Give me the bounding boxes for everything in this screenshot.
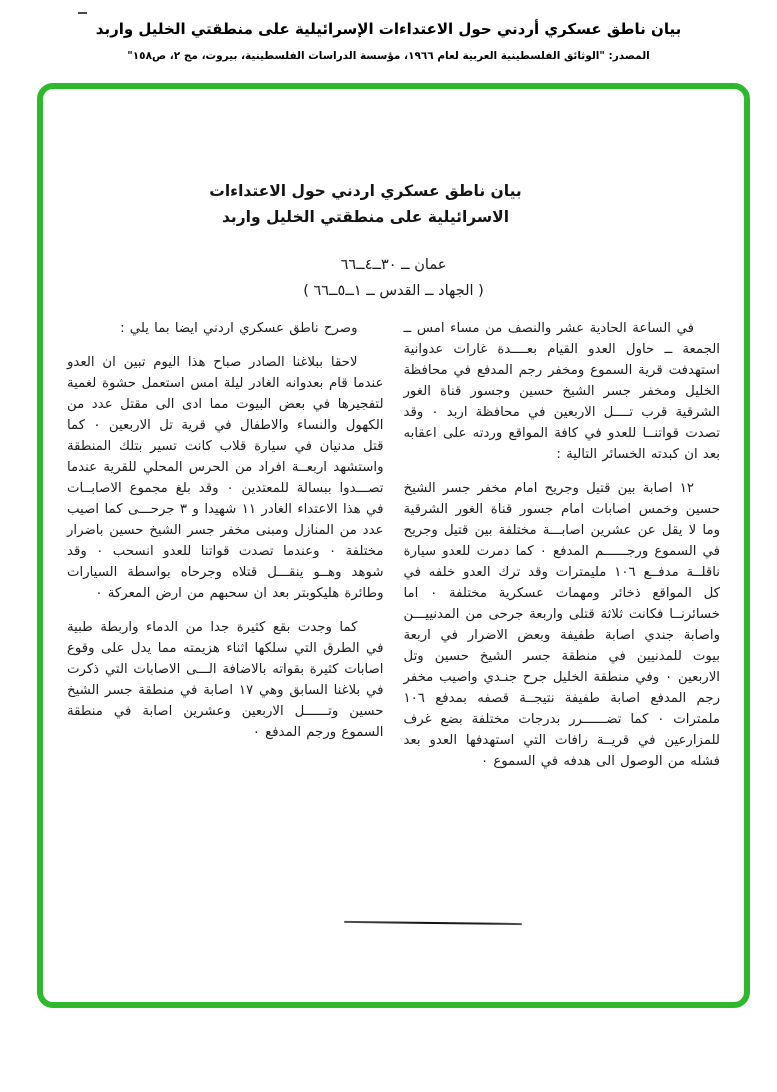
document-frame	[37, 83, 750, 1008]
document-title	[15, 178, 716, 230]
page-header	[0, 20, 777, 63]
paragraph: ١٢ اصابة بين قتيل وجريح امام مخفر جسر الشيخ حسين وخمس اصابات امام جسور قناة الغور الشرقية وما لا يقل عن عشرين اصابـــة مختلفة بين قتيل وجريح في السموع ورجــــــم المدفع ٠ كما دمرت للعدو سيارة ناقلــة مدفــع ١٠٦ مليمترات وقد ترك العدو خلفه في كل المواقع ذخائر ومهمات عسكرية مختلفة ٠ اما خسائرنــا فكانت ثلاثة قتلى واربعة جرحى من المدنييـــن واصابة جندي اصابة طفيفة وبعض الاضرار في اربعة بيوت للمدنيين في منطقة جسر الشيخ حسين وتل الاربعين ٠ وفي منطقة الخليل جرح جنـدي واصيب مخفر رجم المدفع اصابة طفيفة نتيجــة قصفه بمدفع ١٠٦ ملمترات ٠ كما تضــــــرر بدرجات مختلفة بضع غرف للمزارعين في قريــة رافات التي استهدفها العدو بعد فشله من الوصول الى هدفه في السموع ٠	[403, 481, 721, 769]
source-citation: المصدر: "الوثائق الفلسطينية العربية لعام ١٩٦٦، مؤسسة الدراسات الفلسطينية، بيروت، مج ٢، ص١٥٨"	[127, 50, 650, 62]
document-title-line1: بيان ناطق عسكري اردني حول الاعتداءات	[209, 182, 522, 200]
scan-line-artifact	[344, 921, 522, 925]
document-title-line2: الاسرائيلية على منطقتي الخليل واربد	[221, 208, 510, 226]
scan-dash-artifact	[78, 12, 87, 14]
page-title: بيان ناطق عسكري أردني حول الاعتداءات الإسرائيلية على منطقتي الخليل واربد	[95, 20, 682, 38]
paragraph: وصرح ناطق عسكري اردني ايضا بما يلي :	[120, 321, 358, 336]
column-left	[67, 318, 384, 772]
paragraph: في الساعة الحادية عشر والنصف من مساء امس ــ الجمعة ــ حاول العدو القيام بعــــدة غارات عدوانية استهدفت قرية السموع ومخفر رجم المدفع في محافظة الخليل ومخفر جسر الشيخ حسين وجسور قناة الغور الشرقية قرب تــــل الاربعين في محافظة اربد ٠ وقد تصدت قواتنــا للعدو في كافة المواقع وردته على اعقابه بعد ان كبدته الخسائر التالية :	[403, 321, 720, 462]
publication-line: ( الجهاد ــ القدس ــ ١ــ٥ــ٦٦ )	[303, 283, 484, 299]
paragraph: لاحقا ببلاغنا الصادر صباح هذا اليوم تبين ان العدو عندما قام بعدوانه الغادر ليلة امس استعمل حشوة لغمية لتفجيرها في بعض البيوت مما ادى الى مقتل عدد من الكهول والنساء والاطفال في قرية تل الاربعين ٠ كما قتل مدنيان في سيارة قلاب كانت تسير بتلك المنطقة واستشهد اربعــة افراد من الحرس المحلي للقرية عندما تصـــدوا ببسالة للمعتدين ٠ وقد بلغ مجموع الاصابــات في هذا الاعتداء الغادر ١١ شهيدا و ٣ جرحـــى كما اصيب عدد من المنازل ومبنى مخفر جسر الشيخ حسين باضرار مختلفة ٠ وعندما تصدت قواتنا للعدو انسحب ٠ وقد شوهد وهــو ينقـــل قتلاه وجرحاه بواسطة السيارات وطائرة هليكوبتر بعد ان سحبهم من ارض المعركة ٠	[67, 355, 384, 601]
dateline: عمان ــ ٣٠ــ٤ــ٦٦	[340, 257, 447, 273]
column-right	[404, 318, 721, 772]
document-dateline-block	[43, 252, 744, 304]
document-body-columns	[67, 318, 720, 772]
paragraph: كما وجدت بقع كثيرة جدا من الدماء واربطة طبية في الطرق التي سلكها اثناء هزيمته مما يدل على وقوع اصابات كثيرة بقواته بالاضافة الـــى الاصابات التي ذكرت في بلاغنا السابق وهي ١٧ اصابة في منطقة جسر الشيخ حسين وتــــــل الاربعين وعشرين اصابة في منطقة السموع ورجم المدفع ٠	[67, 620, 384, 740]
